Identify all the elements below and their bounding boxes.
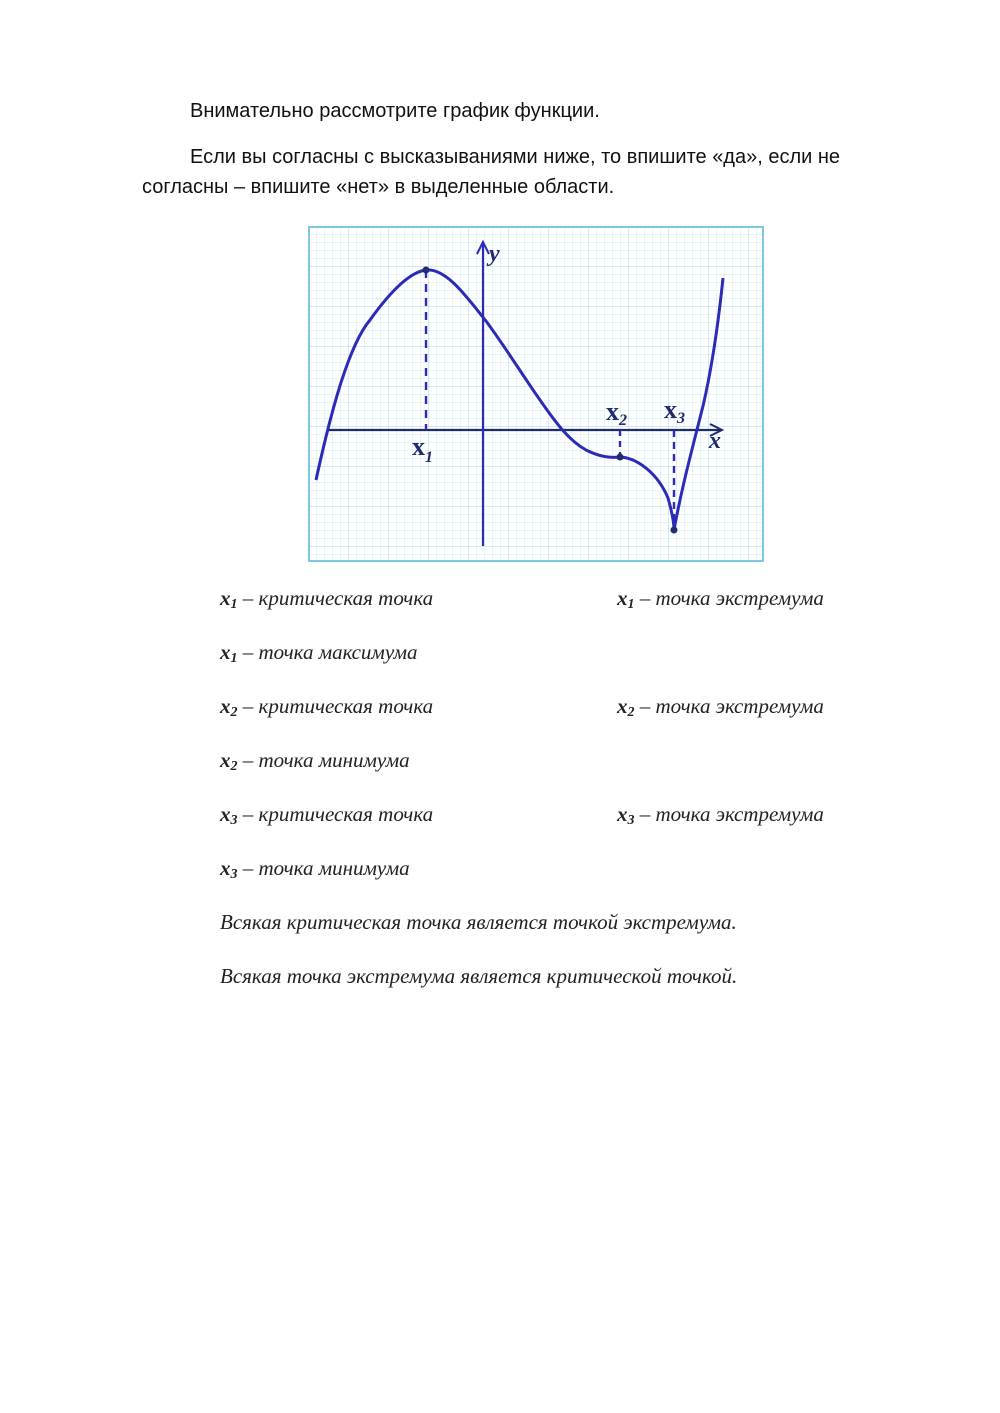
statement-x2-critical: $x_2$ – критическая точка: [220, 694, 434, 720]
instruction-line-1: Внимательно рассмотрите график функции.: [190, 100, 600, 122]
statement-x3-minimum: $x_3$ – точка минимума: [220, 856, 410, 882]
general-statement-1: Всякая критическая точка является точкой экстремума.: [220, 910, 737, 934]
instruction-line-3: согласны – впишите «нет» в выделенные области.: [142, 176, 615, 198]
general-statement-2: Всякая точка экстремума является критической точкой.: [220, 964, 738, 988]
x-axis-label: x: [709, 428, 721, 454]
instruction-line-2: Если вы согласны с высказываниями ниже, то впишите «да», если не: [190, 146, 841, 168]
x3-point: [671, 527, 678, 534]
x2-label: x2: [606, 397, 627, 429]
function-graph: [308, 226, 764, 562]
statement-x1-critical: $x_1$ – критическая точка: [220, 586, 434, 612]
statement-x2-minimum: $x_2$ – точка минимума: [220, 748, 410, 774]
y-axis-label: y: [489, 241, 500, 267]
x1-label: $x_1$: [412, 432, 433, 466]
x3-label: x3: [664, 395, 685, 427]
statement-x3-critical: $x_3$ – критическая точка: [220, 802, 434, 828]
statement-x1-maximum: $x_1$ – точка максимума: [220, 640, 418, 666]
x2-point: [617, 454, 624, 461]
statement-x2-extremum: $x_2$ – точка экстремума: [617, 694, 824, 720]
x1-point: [423, 267, 430, 274]
statement-x1-extremum: $x_1$ – точка экстремума: [617, 586, 824, 612]
statement-x3-extremum: $x_3$ – точка экстремума: [617, 802, 824, 828]
